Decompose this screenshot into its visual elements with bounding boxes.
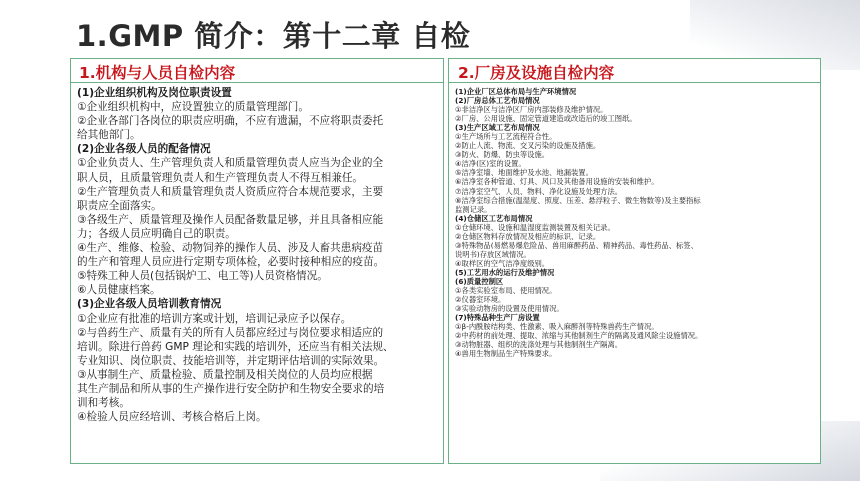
text-line: ①仓储环境、设施和温湿度监测装置及相关记录。 — [455, 222, 615, 232]
text-line: ⑧洁净室综合措施(温湿度、照度、压差、悬浮粒子、微生物数等)及主要指标 — [455, 195, 701, 205]
section-heading-line: (2)厂房总体工艺布局情况 — [455, 96, 540, 106]
text-line: ①企业组织机构中，应设置独立的质量管理部门。 — [77, 101, 309, 114]
text-line: ①企业负责人、生产管理负责人和质量管理负责人应当为企业的全 — [77, 157, 384, 170]
text-line: 专业知识、岗位职责、技能培训等，并定期评估培训的实际效果。 — [77, 354, 385, 367]
text-line: ①生产场所与工艺流程符合性。 — [455, 132, 557, 142]
text-line: ②中药材的前处理、提取、浓缩与其他制剂生产的隔离及通风除尘设施情况。 — [455, 331, 703, 341]
text-line: ④检验人员应经培训、考核合格后上岗。 — [77, 411, 267, 424]
section-heading-line: (4)仓储区工艺布局情况 — [455, 213, 533, 223]
section-heading-line: (2)企业各级人员的配备情况 — [77, 143, 211, 156]
text-line: 说明书)存放区域情况。 — [455, 249, 531, 259]
text-line: ②生产管理负责人和质量管理负责人资质应符合本规范要求，主要 — [77, 185, 384, 198]
text-line: ②厂房、公用设施、固定管道建造或改造后的竣工图纸。 — [455, 114, 637, 124]
text-line: ①企业应有批准的培训方案或计划，培训记录应予以保存。 — [77, 312, 352, 325]
section-heading-line: (7)特殊品种生产厂房设置 — [455, 313, 540, 323]
text-line: ③特殊物品(易燃易爆危险品、兽用麻醉药品、精神药品、毒性药品、标签、 — [455, 240, 698, 250]
facilities-self-inspection-panel — [448, 58, 821, 464]
text-line: ②与兽药生产、质量有关的所有人员都应经过与岗位要求相适应的 — [77, 326, 384, 339]
text-line: 训和考核。 — [77, 397, 130, 410]
slide-title: 1.GMP 简介：第十二章 自检 — [76, 19, 471, 53]
text-line: ①非洁净区与洁净区厂房内部装修及维护情况。 — [455, 105, 608, 115]
panel-body — [71, 83, 443, 424]
text-line: ②企业各部门各岗位的职责应明确，不应有遗漏，不应将职责委托 — [77, 115, 384, 128]
text-line: ③各级生产、质量管理及操作人员配备数量足够，并且具备相应能 — [77, 213, 384, 226]
text-line: ②仪器室环境。 — [455, 295, 506, 305]
text-line: ①各类实验室布局、使用情况。 — [455, 286, 557, 296]
personnel-self-inspection-panel — [70, 58, 444, 464]
text-line: 给其他部门。 — [77, 129, 141, 142]
text-line: 职人员，且质量管理负责人和生产管理负责人不得互相兼任。 — [77, 171, 364, 184]
text-line: ③防火、防爆、防虫等设施。 — [455, 150, 550, 160]
section-heading-line: (3)生产区域工艺布局情况 — [455, 123, 540, 133]
section-heading-line: (1)企业厂区总体布局与生产环境情况 — [455, 87, 577, 96]
text-line: 的生产和管理人员应进行定期专项体检，必要时接种相应的疫苗。 — [77, 256, 385, 269]
text-line: ②仓储区物料存放情况及相应的标识、记录。 — [455, 231, 601, 241]
text-line: ④取样区的空气洁净度级别。 — [455, 258, 550, 268]
text-line: 职责应全面落实。 — [77, 199, 162, 212]
text-line: ⑦洁净室空气、人员、物料、净化设施及处理方法。 — [455, 186, 623, 196]
text-line: ③动物脏器、组织的洗涤处理与其他制剂生产隔离。 — [455, 340, 623, 350]
text-line: 其生产制品和所从事的生产操作进行安全防护和生物安全要求的培 — [77, 382, 385, 395]
panel-body — [449, 83, 820, 358]
section-heading-line: (5)工艺用水的运行及维护情况 — [455, 267, 555, 277]
text-line: ①β-内酰胺结构类、性激素、吸入麻醉剂等特殊兽药生产情况。 — [455, 322, 659, 332]
text-line: ⑥洁净室各种管道、灯具、风口及其他备用设施的安装和维护。 — [455, 177, 659, 187]
text-line: 培训。除进行兽药 GMP 理论和实践的培训外，还应当有相关法规、 — [77, 340, 394, 353]
text-line: ④洁净(区)室的设置。 — [455, 159, 526, 169]
text-line: ⑤洁净室墙、地面维护及水池、地漏装置。 — [455, 168, 593, 178]
text-line: ③实验动物房的设置及使用情况。 — [455, 304, 564, 314]
section-heading-line: (1)企业组织机构及岗位职责设置 — [77, 87, 232, 99]
panel-heading: 2.厂房及设施自检内容 — [449, 59, 820, 83]
text-line: 力；各级人员应明确自己的职责。 — [77, 227, 236, 240]
text-line: 监测记录。 — [455, 204, 492, 214]
text-line: ⑥人员健康档案。 — [77, 284, 161, 297]
text-line: ⑤特殊工种人员(包括锅炉工、电工等)人员资格情况。 — [77, 270, 328, 283]
panel-heading: 1.机构与人员自检内容 — [71, 59, 443, 83]
text-line: ④兽用生物制品生产特殊要求。 — [455, 349, 557, 359]
text-line: ③从事制生产、质量检验、质量控制及相关岗位的人员均应根据 — [77, 368, 373, 381]
section-heading-line: (6)质量控制区 — [455, 276, 504, 286]
text-line: ④生产、维修、检验、动物饲养的操作人员、涉及人畜共患病疫苗 — [77, 242, 384, 255]
section-heading-line: (3)企业各级人员培训教育情况 — [77, 298, 222, 311]
text-line: ②防止人流、物流、交叉污染的设施及措施。 — [455, 141, 601, 151]
